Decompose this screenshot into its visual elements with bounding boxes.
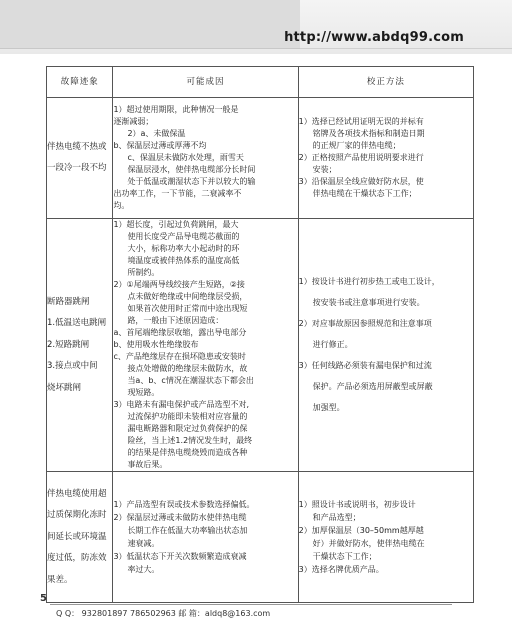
cell-line: 安装； bbox=[312, 165, 337, 174]
cell-line: c、保温层未做防水处理，雨雪天 bbox=[127, 153, 244, 162]
cell-line: 2）保温层过薄或未做防水使伴热电缆 bbox=[113, 513, 247, 522]
cell-line: 伴热电缆使用超 bbox=[47, 488, 107, 499]
cell-line: b、保温层过薄或厚薄不均 bbox=[113, 141, 207, 150]
cell-line: 险丝，当上述1.2情况发生时，最终 bbox=[127, 436, 253, 445]
cell-line: 使用长度受产品导电缆芯截面的 bbox=[127, 232, 240, 241]
cell-line: 干燥状态下工作； bbox=[312, 552, 377, 561]
cell-line: 伴热电缆在干燥状态下工作； bbox=[312, 189, 417, 198]
footer-divider bbox=[50, 604, 452, 605]
cell-line: 进行修正。 bbox=[312, 340, 353, 349]
cell-line: a、首尾端绝缘层收缩，露出导电部分 bbox=[113, 328, 247, 337]
page-number: 5 bbox=[40, 593, 47, 604]
header-rule bbox=[300, 48, 512, 49]
cell-line: 过质保期化冻时 bbox=[47, 510, 107, 520]
cell-line: 1.低温送电跳闸 bbox=[47, 318, 107, 328]
cell-line: 3）沿保温层全线应做好防水层，使 bbox=[298, 177, 424, 186]
cell-line: 3.接点或中间 bbox=[47, 361, 98, 371]
fix-cell bbox=[298, 98, 473, 219]
cell-line: 事故后果。 bbox=[127, 460, 168, 469]
header-tab-shape bbox=[0, 0, 300, 49]
cell-line: 大小，标称功率大小起动时的环 bbox=[127, 244, 240, 253]
cell-line: 烧坏跳闸 bbox=[47, 382, 82, 393]
cell-line: 逐渐减弱； bbox=[113, 117, 154, 126]
cell-line: 断路器跳闸 bbox=[47, 296, 90, 307]
cell-line: 均。 bbox=[113, 201, 130, 210]
cell-line: 3）选择名牌优质产品。 bbox=[298, 565, 384, 574]
cell-line: 1）超过使用期限，此种情况一般是 bbox=[113, 105, 239, 114]
contact-info: Q Q： 932801897 786502963 邮 箱：aldq8@163.com bbox=[56, 609, 271, 618]
cell-line: 的结果是伴热电缆烧毁而造成各种 bbox=[127, 448, 248, 457]
cell-line: 3）任何线路必须装有漏电保护和过流 bbox=[298, 361, 432, 370]
troubleshooting-table bbox=[46, 66, 474, 603]
cell-line: 接点处增做的绝缘层未做防水，故 bbox=[127, 364, 248, 373]
cell-line: 按安装书或注意事项进行安装。 bbox=[312, 298, 425, 307]
cause-cell bbox=[113, 98, 298, 219]
cell-line: 度过低，防冻效 bbox=[47, 553, 107, 563]
cell-line: 和产品选型； bbox=[312, 513, 361, 522]
cell-line: 一段冷一段不均 bbox=[47, 163, 107, 174]
cell-line: 铭牌及各项技术指标和制造日期 bbox=[312, 129, 425, 138]
cell-line: 1）超长度，引起过负荷跳闸，最大 bbox=[113, 220, 239, 229]
cell-line: 漏电断路器和限定过负荷保护的保 bbox=[127, 424, 248, 433]
cause-cell bbox=[113, 472, 298, 603]
cell-line: 过流保护功能即未装相对应容量的 bbox=[127, 412, 248, 421]
cell-line: 如果首次使用时正常而中途出现短 bbox=[127, 304, 248, 313]
cell-line: 路，一般由下述原因造成： bbox=[127, 316, 224, 325]
cell-line: 保护。产品必须选用屏蔽型或屏蔽 bbox=[312, 382, 433, 391]
cell-line: b、使用吸水性绝缘胶布 bbox=[113, 340, 199, 349]
cell-line: 2）对应事故原因参照规范和注意事项 bbox=[298, 319, 432, 328]
website-url[interactable]: http://www.abdq99.com bbox=[284, 30, 464, 45]
fix-cell bbox=[298, 219, 473, 472]
cell-line: 现短路。 bbox=[127, 388, 160, 397]
header-cause: 可能成因 bbox=[113, 67, 298, 98]
cell-line: 点未做好绝缘或中间绝缘层受损， bbox=[127, 292, 248, 301]
header-banner bbox=[0, 0, 512, 54]
cell-line: 2）加厚保温层（30–50mm越厚越 bbox=[298, 526, 424, 535]
cell-line: 好）并做好防水，使伴热电缆在 bbox=[312, 539, 425, 548]
cell-line: 长期工作在低温大功率输出状态加 bbox=[127, 526, 248, 535]
cell-line: 伴热电缆不热或 bbox=[47, 141, 107, 152]
cell-line: 间延长或环境温 bbox=[47, 531, 107, 542]
cell-line: 1）产品选型有误或技术参数选择偏低。 bbox=[113, 500, 255, 509]
cell-line: 加强型。 bbox=[312, 403, 345, 412]
symptom-cell bbox=[47, 219, 113, 472]
cell-line: 3）电路未有漏电保护或产品选型不对, bbox=[113, 400, 250, 409]
table-row bbox=[47, 472, 474, 603]
cell-line: 境温度或被伴热体系的温度高低 bbox=[127, 256, 240, 265]
cell-line: 2.短路跳闸 bbox=[47, 339, 90, 350]
cell-line: 率过大。 bbox=[127, 565, 160, 574]
cell-line: 所制约。 bbox=[127, 268, 160, 277]
fix-cell bbox=[298, 472, 473, 603]
cell-line: 2）a、未做保温 bbox=[127, 129, 186, 138]
cell-line: 1）按设计书进行初步热工或电工设计， bbox=[298, 277, 440, 286]
header-symptom: 故障迹象 bbox=[47, 67, 113, 98]
symptom-cell bbox=[47, 98, 113, 219]
cell-line: 出功率工作，一下节能，二衰减率不 bbox=[113, 189, 242, 198]
cell-line: 果差。 bbox=[47, 574, 73, 585]
cell-line: 处于低温或潮湿状态下并以较大的输 bbox=[127, 177, 256, 186]
cell-line: 当a、b、c情况在潮湿状态下都会出 bbox=[127, 376, 254, 385]
cause-cell bbox=[113, 219, 298, 472]
cell-line: 1）照设计书或说明书，初步设计 bbox=[298, 500, 416, 509]
table-header-row bbox=[47, 67, 474, 98]
cell-line: 速衰减。 bbox=[127, 539, 160, 548]
cell-line: 3）低温状态下开关次数频繁造成衰减 bbox=[113, 552, 247, 561]
table-row bbox=[47, 219, 474, 472]
cell-line: 2）①尾端两导线绞接产生短路，②接 bbox=[113, 280, 245, 289]
cell-line: 的正规厂家的伴热电缆； bbox=[312, 141, 401, 150]
cell-line: 保温层浸水，使伴热电缆部分长时间 bbox=[127, 165, 256, 174]
cell-line: 2）正格按照产品使用说明要求进行 bbox=[298, 153, 424, 162]
header-fix: 校正方法 bbox=[298, 67, 473, 98]
symptom-cell bbox=[47, 472, 113, 603]
table-row bbox=[47, 98, 474, 219]
cell-line: 1）选择已经试用证明无误的并标有 bbox=[298, 117, 424, 126]
cell-line: c、产品绝缘层存在损坏隐患或安装时 bbox=[113, 352, 246, 361]
